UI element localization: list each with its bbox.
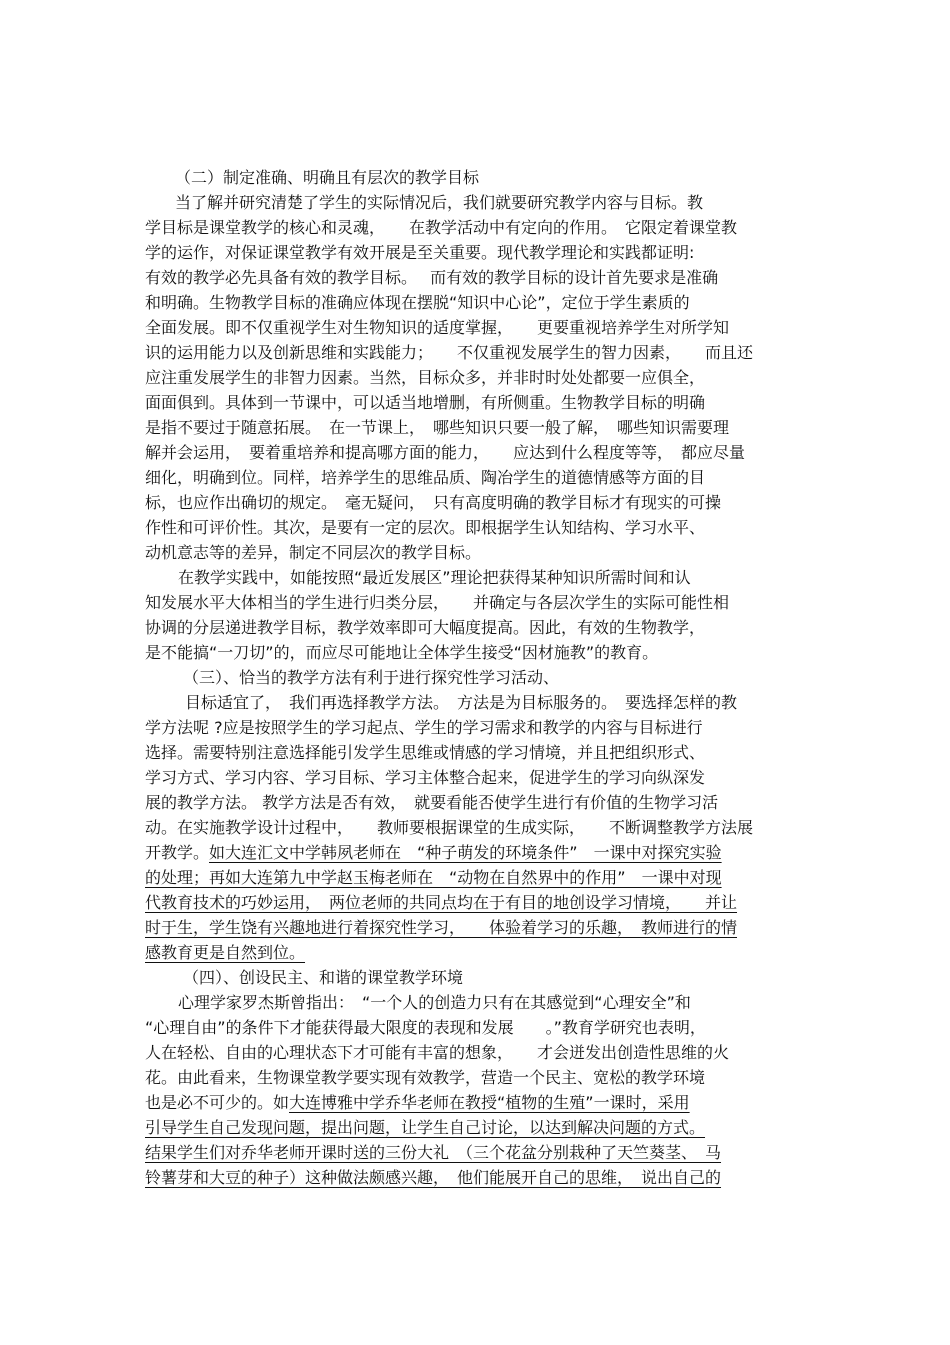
underlined-example-line: 引导学生自己发现问题，提出问题，让学生自己讨论，以达到解决问题的方式。 [145, 1118, 706, 1137]
paragraph-line: 解并会运用， 要着重培养和提高哪方面的能力， 应达到什么程度等等， 都应尽量 [145, 443, 746, 462]
paragraph-line: 标，也应作出确切的规定。 毫无疑问， 只有高度明确的教学目标才有现实的可操 [145, 493, 722, 512]
paragraph-line: 细化，明确到位。同样，培养学生的思维品质、陶冶学生的道德情感等方面的目 [145, 468, 706, 487]
paragraph-line: 学习方式、学习内容、学习目标、学习主体整合起来，促进学生的学习向纵深发 [145, 768, 706, 787]
paragraph-line: 花。由此看来，生物课堂教学要实现有效教学，营造一个民主、宽松的教学环境 [145, 1068, 706, 1087]
paragraph-line: 作性和可评价性。其次，是要有一定的层次。即根据学生认知结构、学习水平、 [145, 518, 706, 537]
paragraph-line: 学方法呢 ?应是按照学生的学习起点、学生的学习需求和教学的内容与目标进行 [145, 718, 703, 737]
paragraph-line: 应注重发展学生的非智力因素。当然，目标众多，并非时时处处都要一应俱全， [145, 368, 706, 387]
paragraph-line: 当了解并研究清楚了学生的实际情况后，我们就要研究教学内容与目标。教 [175, 193, 704, 212]
paragraph-line: 心理学家罗杰斯曾指出： “一个人的创造力只有在其感觉到“心理安全”和 [178, 993, 691, 1012]
paragraph-line: 知发展水平大体相当的学生进行归类分层， 并确定与各层次学生的实际可能性相 [145, 593, 730, 612]
underlined-example-line: 铃薯芽和大豆的种子）这种做法颇感兴趣， 他们能展开自己的思维， 说出自己的 [145, 1168, 722, 1187]
section-heading-2: （二）制定准确、明确且有层次的教学目标 [175, 168, 480, 187]
paragraph-line [145, 842, 810, 864]
paragraph-line: 学目标是课堂教学的核心和灵魂， 在教学活动中有定向的作用。 它限定着课堂教 [145, 218, 738, 237]
section-heading-3: （三）、恰当的教学方法有利于进行探究性学习活动、 [183, 668, 560, 687]
section-heading-4: （四）、创设民主、和谐的课堂教学环境 [183, 968, 464, 987]
underlined-example-line: 感教育更是自然到位。 [145, 943, 306, 962]
paragraph-line: 面面俱到。具体到一节课中，可以适当地增删，有所侧重。生物教学目标的明确 [145, 393, 706, 412]
underlined-example-line: 的处理；再如大连第九中学赵玉梅老师在 “动物在自然界中的作用” 一课中对现 [145, 868, 722, 887]
paragraph-line: 目标适宜了， 我们再选择教学方法。 方法是为目标服务的。 要选择怎样的教 [185, 693, 738, 712]
paragraph-line: 选择。需要特别注意选择能引发学生思维或情感的学习情境，并且把组织形式、 [145, 743, 706, 762]
paragraph-line: 有效的教学必先具备有效的教学目标。 而有效的教学目标的设计首先要求是准确 [145, 268, 719, 287]
underlined-example-line: 结果学生们对乔华老师开课时送的三份大礼 （三个花盆分别栽种了天竺葵茎、 马 [145, 1143, 722, 1162]
paragraph-line: 是不能搞“一刀切”的，而应尽可能地让全体学生接受“因材施教”的教育。 [145, 643, 659, 662]
paragraph-line: 在教学实践中，如能按照“最近发展区”理论把获得某种知识所需时间和认 [178, 568, 691, 587]
paragraph-line [145, 1092, 810, 1114]
paragraph-line: 学的运作，对保证课堂教学有效开展是至关重要。现代教学理论和实践都证明: [145, 243, 695, 262]
plain-text: 开教学。 [145, 843, 210, 862]
paragraph-line: 协调的分层递进教学目标，教学效率即可大幅度提高。因此，有效的生物教学， [145, 618, 706, 637]
paragraph-line: 识的运用能力以及创新思维和实践能力； 不仅重视发展学生的智力因素， 而且还 [145, 343, 754, 362]
paragraph-line: 动。在实施教学设计过程中， 教师要根据课堂的生成实际， 不断调整教学方法展 [145, 818, 754, 837]
paragraph-line: 展的教学方法。 教学方法是否有效， 就要看能否使学生进行有价值的生物学习活 [145, 793, 719, 812]
underlined-example-line: 代教育技术的巧妙运用， 两位老师的共同点均在于有目的地创设学习情境， 并让 [145, 893, 738, 912]
paragraph-line: 全面发展。即不仅重视学生对生物知识的适度掌握， 更要重视培养学生对所学知 [145, 318, 730, 337]
underlined-example-text: 如大连汇文中学韩夙老师在 “种子萌发的环境条件” 一课中对探究实验 [209, 843, 722, 862]
paragraph-line: 人在轻松、自由的心理状态下才可能有丰富的想象， 才会迸发出创造性思维的火 [145, 1043, 730, 1062]
paragraph-line: 动机意志等的差异，制定不同层次的教学目标。 [145, 543, 482, 562]
paragraph-line: 和明确。生物教学目标的准确应体现在摆脱“知识中心论”，定位于学生素质的 [145, 293, 690, 312]
plain-text: 也是必不可少的。如 [145, 1093, 290, 1112]
paragraph-line: “心理自由”的条件下才能获得最大限度的表现和发展 。”教育学研究也表明， [145, 1018, 706, 1037]
paragraph-line: 是指不要过于随意拓展。 在一节课上， 哪些知识只要一般了解， 哪些知识需要理 [145, 418, 730, 437]
underlined-example-text: 大连博雅中学乔华老师在教授“植物的生殖”一课时，采用 [289, 1093, 690, 1112]
underlined-example-line: 时于生，学生饶有兴趣地进行着探究性学习， 体验着学习的乐趣， 教师进行的情 [145, 918, 738, 937]
